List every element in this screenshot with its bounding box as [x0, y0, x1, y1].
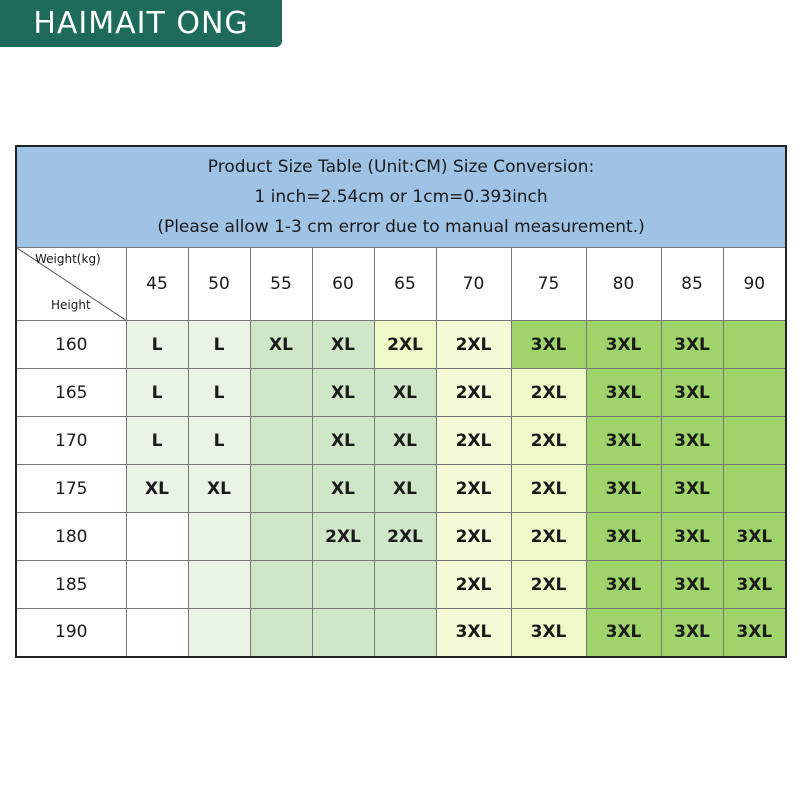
size-cell: 2XL: [436, 417, 511, 465]
height-header-cell: 165: [16, 369, 126, 417]
size-cell: XL: [374, 417, 436, 465]
size-cell: XL: [312, 417, 374, 465]
size-cell: 3XL: [586, 417, 661, 465]
size-cell: [374, 561, 436, 609]
weight-axis-label: Weight(kg): [35, 252, 101, 266]
size-cell: 2XL: [511, 561, 586, 609]
size-cell: 2XL: [436, 561, 511, 609]
weight-header-cell: 65: [374, 248, 436, 321]
table-row: [16, 369, 786, 417]
weight-header-cell: 90: [723, 248, 786, 321]
header-line-2: 1 inch=2.54cm or 1cm=0.393inch: [254, 187, 548, 207]
height-header-cell: 170: [16, 417, 126, 465]
size-cell: XL: [312, 321, 374, 369]
size-table: [15, 145, 787, 658]
size-cell: XL: [188, 465, 250, 513]
size-cell: [250, 609, 312, 657]
table-header: [16, 146, 786, 248]
size-cell: 3XL: [586, 321, 661, 369]
size-cell: XL: [374, 465, 436, 513]
weight-header-row: [16, 248, 786, 321]
size-cell: 3XL: [586, 513, 661, 561]
weight-header-cell: 55: [250, 248, 312, 321]
size-cell: 3XL: [586, 369, 661, 417]
weight-header-cell: 45: [126, 248, 188, 321]
size-cell: 2XL: [374, 513, 436, 561]
size-cell: [250, 417, 312, 465]
size-cell: 3XL: [586, 561, 661, 609]
size-cell: 2XL: [511, 513, 586, 561]
size-cell: 3XL: [511, 609, 586, 657]
size-cell: 2XL: [436, 513, 511, 561]
size-cell: [374, 609, 436, 657]
size-cell: 2XL: [511, 417, 586, 465]
size-cell: [188, 609, 250, 657]
height-header-cell: 190: [16, 609, 126, 657]
size-cell: 3XL: [661, 609, 723, 657]
size-cell: 3XL: [723, 609, 786, 657]
size-cell: [250, 513, 312, 561]
weight-header-cell: 50: [188, 248, 250, 321]
size-cell: [723, 369, 786, 417]
weight-header-cell: 60: [312, 248, 374, 321]
size-cell: [126, 609, 188, 657]
size-cell: [723, 417, 786, 465]
size-cell: [723, 321, 786, 369]
size-cell: L: [126, 417, 188, 465]
table-row: [16, 513, 786, 561]
size-cell: 3XL: [661, 321, 723, 369]
size-cell: 3XL: [723, 561, 786, 609]
size-cell: XL: [126, 465, 188, 513]
size-cell: [188, 513, 250, 561]
weight-header-cell: 80: [586, 248, 661, 321]
table-header-row: [16, 146, 786, 248]
brand-logo: [0, 0, 282, 47]
header-line-3: (Please allow 1-3 cm error due to manual measurement.): [157, 217, 645, 237]
size-cell: 2XL: [374, 321, 436, 369]
size-cell: [723, 465, 786, 513]
height-header-cell: 180: [16, 513, 126, 561]
size-cell: 3XL: [511, 321, 586, 369]
header-line-1: Product Size Table (Unit:CM) Size Conversion:: [207, 157, 595, 177]
size-cell: [312, 561, 374, 609]
size-cell: 3XL: [661, 417, 723, 465]
size-cell: XL: [312, 465, 374, 513]
size-cell: XL: [374, 369, 436, 417]
height-header-cell: 160: [16, 321, 126, 369]
size-cell: L: [126, 321, 188, 369]
size-cell: 3XL: [661, 561, 723, 609]
size-cell: 3XL: [586, 609, 661, 657]
weight-header-cell: 75: [511, 248, 586, 321]
size-cell: 3XL: [436, 609, 511, 657]
size-cell: 2XL: [436, 369, 511, 417]
size-cell: 3XL: [586, 465, 661, 513]
table-row: [16, 321, 786, 369]
size-cell: [250, 561, 312, 609]
height-header-cell: 175: [16, 465, 126, 513]
size-cell: L: [188, 321, 250, 369]
size-cell: 3XL: [661, 465, 723, 513]
size-cell: 3XL: [661, 513, 723, 561]
size-cell: [250, 369, 312, 417]
size-cell: L: [126, 369, 188, 417]
size-cell: 2XL: [312, 513, 374, 561]
size-cell: [126, 513, 188, 561]
height-axis-label: Height: [51, 298, 91, 312]
table-row: [16, 465, 786, 513]
size-cell: 2XL: [436, 321, 511, 369]
size-cell: 3XL: [661, 369, 723, 417]
size-cell: 3XL: [723, 513, 786, 561]
table-row: [16, 417, 786, 465]
size-cell: [250, 465, 312, 513]
size-cell: XL: [312, 369, 374, 417]
size-cell: 2XL: [511, 369, 586, 417]
table-row: [16, 561, 786, 609]
size-cell: [126, 561, 188, 609]
weight-header-cell: 85: [661, 248, 723, 321]
table-row: [16, 609, 786, 657]
brand-name: HAIMAIT ONG: [33, 6, 249, 41]
size-cell: [312, 609, 374, 657]
size-cell: L: [188, 417, 250, 465]
size-cell: XL: [250, 321, 312, 369]
corner-cell: [16, 248, 126, 321]
size-cell: L: [188, 369, 250, 417]
height-header-cell: 185: [16, 561, 126, 609]
size-cell: 2XL: [436, 465, 511, 513]
size-cell: 2XL: [511, 465, 586, 513]
weight-header-cell: 70: [436, 248, 511, 321]
size-cell: [188, 561, 250, 609]
